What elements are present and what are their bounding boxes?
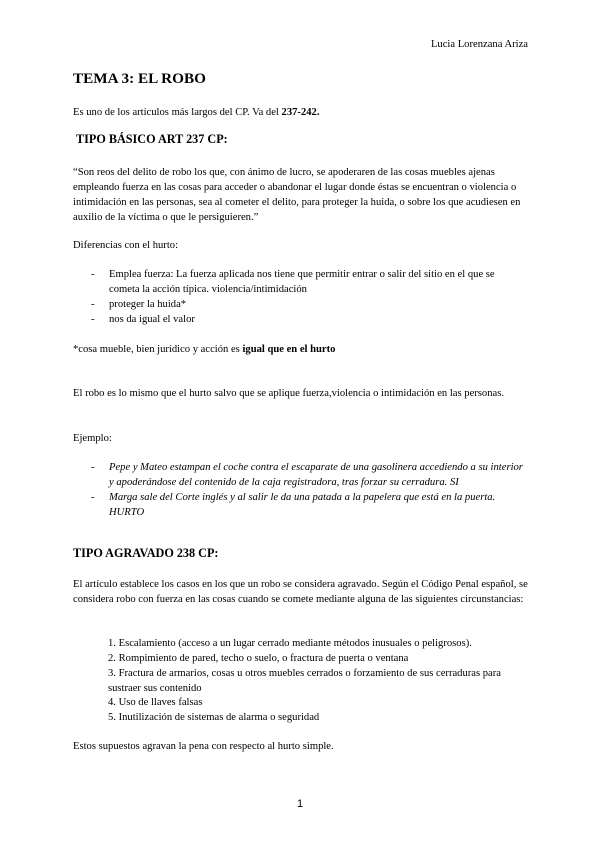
difference-text: proteger la huida* xyxy=(109,299,187,310)
list-item xyxy=(91,267,523,297)
intro-range: 237-242. xyxy=(281,107,320,118)
list-item: 1. Escalamiento (acceso a un lugar cerrado mediante métodos inusuales o peligrosos). xyxy=(108,638,472,649)
bullet-dash: - xyxy=(91,492,95,503)
list-item xyxy=(91,460,523,490)
document-page xyxy=(73,0,528,848)
page-number: 1 xyxy=(296,798,304,810)
difference-text: Emplea fuerza: La fuerza aplicada nos tiene que permitir entrar o salir del sitio en el que se cometa la acción típica. violencia/intimidación xyxy=(109,269,495,295)
document-title: TEMA 3: EL ROBO xyxy=(73,70,206,87)
list-item: 3. Fractura de armarios, cosas u otros muebles cerrados o forzamiento de sus cerraduras para sustraer sus contenido xyxy=(108,668,501,694)
example-label: Ejemplo: xyxy=(73,433,112,444)
aggravated-type-heading: TIPO AGRAVADO 238 CP: xyxy=(73,546,219,560)
intro-paragraph xyxy=(73,105,528,120)
bullet-dash: - xyxy=(91,462,95,473)
bullet-dash: - xyxy=(91,269,95,280)
list-item xyxy=(91,490,523,520)
list-item xyxy=(91,312,523,327)
list-item xyxy=(91,297,523,312)
list-item: 2. Rompimiento de pared, techo o suelo, o fractura de puerta o ventana xyxy=(108,653,409,664)
bullet-dash: - xyxy=(91,299,95,310)
note-bold: igual que en el hurto xyxy=(242,344,336,355)
differences-label: Diferencias con el hurto: xyxy=(73,240,179,251)
basic-type-heading: TIPO BÁSICO ART 237 CP: xyxy=(76,132,228,146)
author-name: Lucia Lorenzana Ariza xyxy=(430,39,528,50)
article-quote: “Son reos del delito de robo los que, con ánimo de lucro, se apoderaren de las cosas muebles ajenas empleando fuerza en las cosas para acceder o abandonar el lugar donde éstas se encuentran o violencia o intimidación en las personas, sea al cometer el delito, para proteger la huida, o sobre los que acudiesen en auxilio de la víctima o que le persiguieren.” xyxy=(73,167,521,223)
list-item: 4. Uso de llaves falsas xyxy=(108,697,203,708)
example-text: Marga sale del Corte inglés y al salir le da una patada a la papelera que está en la puerta. HURTO xyxy=(109,492,496,518)
bullet-dash: - xyxy=(91,314,95,325)
example-text: Pepe y Mateo estampan el coche contra el escaparate de una gasolinera accediendo a su interior y apoderándose del contenido de la caja registradora, tras forzar su cerradura. SI xyxy=(109,462,523,488)
summary-paragraph: El robo es lo mismo que el hurto salvo que se aplique fuerza,violencia o intimidación en las personas. xyxy=(73,388,504,399)
closing-paragraph: Estos supuestos agravan la pena con respecto al hurto simple. xyxy=(73,741,334,752)
list-item: 5. Inutilización de sistemas de alarma o seguridad xyxy=(108,712,320,723)
note-paragraph xyxy=(73,342,528,357)
intro-text: Es uno de los artículos más largos del CP. Va del xyxy=(73,107,282,118)
difference-text: nos da igual el valor xyxy=(109,314,195,325)
note-prefix: *cosa mueble, bien jurídico y acción es xyxy=(73,344,243,355)
aggravated-intro: El artículo establece los casos en los que un robo se considera agravado. Según el Código Penal español, se considera robo con fuerza en las cosas cuando se comete mediante alguna de las siguientes circunstancias: xyxy=(73,579,528,605)
